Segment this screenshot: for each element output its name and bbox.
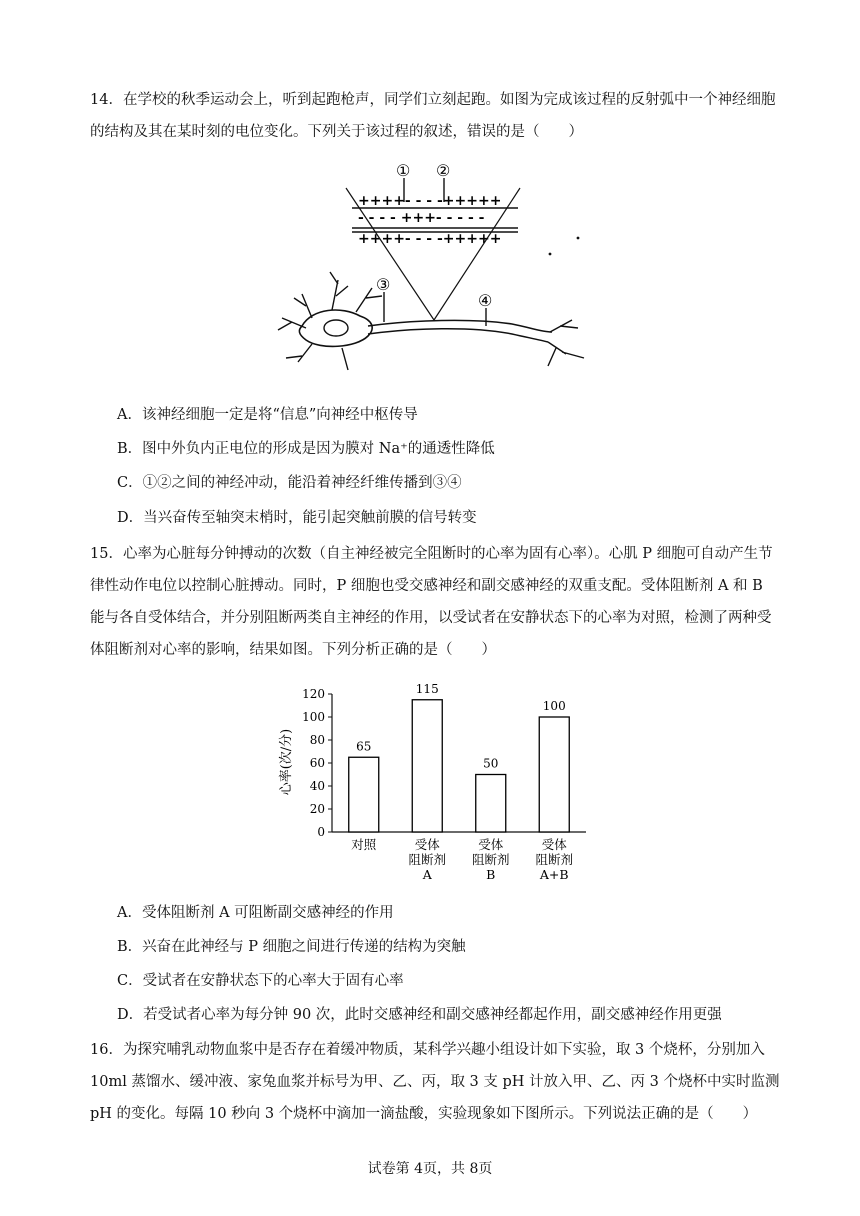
q14-option-a[interactable]: A．该神经细胞一定是将“信息”向神经中枢传导 (117, 407, 418, 423)
y-tick-label: 0 (317, 825, 325, 839)
x-category-label: A (422, 867, 432, 882)
label-circle-2: ② (436, 161, 451, 180)
x-category-label: B (486, 867, 496, 882)
bar-data-label: 100 (542, 699, 566, 713)
q14-option-d[interactable]: D．当兴奋传至轴突末梢时，能引起突触前膜的信号转变 (117, 510, 477, 526)
membrane-row-middle: - - - - +++- - - - - (358, 210, 485, 226)
membrane-row-bottom: ++++- - - -+++++ (358, 231, 502, 247)
bar-data-label: 115 (415, 681, 439, 696)
question-14-stem: 14．在学校的秋季运动会上，听到起跑枪声，同学们立刻起跑。如图为完成该过程的反射弧中一个神经细胞的结构及其在某时刻的电位变化。下列关于该过程的叙述，错误的是（ ） (90, 92, 776, 140)
membrane-row-top: ++++- - - -+++++ (358, 193, 502, 209)
q14-option-c[interactable]: C．①②之间的神经冲动，能沿着神经纤维传播到③④ (117, 475, 462, 491)
label-circle-1: ① (396, 161, 411, 180)
y-tick-label: 60 (309, 756, 325, 770)
x-category-label: 对照 (351, 837, 377, 852)
x-category-label: 受体 (478, 837, 504, 852)
q15-option-d[interactable]: D．若受试者心率为每分钟 90 次，此时交感神经和副交感神经都起作用，副交感神经作用更强 (117, 1007, 722, 1023)
y-tick-label: 120 (302, 687, 325, 701)
bar-data-label: 65 (356, 739, 372, 754)
q15-option-b[interactable]: B．兴奋在此神经与 P 细胞之间进行传递的结构为突触 (117, 939, 466, 955)
y-tick-label: 40 (309, 779, 325, 793)
q14-option-b[interactable]: B．图中外负内正电位的形成是因为膜对 Na⁺的通透性降低 (117, 441, 495, 457)
y-tick-label: 20 (309, 802, 325, 816)
x-category-label: 阻断剂 (535, 852, 574, 867)
bar (539, 717, 569, 832)
y-axis-label: 心率(次/分) (279, 728, 294, 796)
label-circle-4: ④ (478, 291, 493, 310)
q15-option-a[interactable]: A．受体阻断剂 A 可阻断副交感神经的作用 (117, 905, 394, 921)
heart-rate-bar-chart (276, 672, 596, 888)
question-16-stem: 16．为探究哺乳动物血浆中是否存在着缓冲物质，某科学兴趣小组设计如下实验，取 3 个烧杯，分别加入 10ml 蒸馏水、缓冲液、家兔血浆并标号为甲、乙、丙，取 3 支 pH 计放入甲、乙、丙 3 个烧杯中实时监测 pH 的变化。每隔 10 秒向 3 个烧杯中滴加一滴盐酸，实验现象如下图所示。下列说法正确的是（ ） (90, 1042, 780, 1122)
q15-option-c[interactable]: C．受试者在安静状态下的心率大于固有心率 (117, 973, 404, 989)
x-category-label: 受体 (414, 837, 440, 852)
neuron-figure (272, 158, 592, 390)
x-category-label: A+B (539, 867, 569, 882)
bar (349, 757, 379, 832)
label-circle-3: ③ (376, 275, 391, 294)
x-category-label: 受体 (541, 837, 567, 852)
bar (412, 700, 442, 832)
y-tick-label: 100 (302, 710, 325, 724)
y-tick-label: 80 (309, 733, 325, 747)
bar (476, 775, 506, 833)
page-footer: 试卷第 4页，共 8页 (367, 1161, 493, 1177)
x-category-label: 阻断剂 (471, 852, 510, 867)
question-15-stem: 15．心率为心脏每分钟搏动的次数（自主神经被完全阻断时的心率为固有心率）。心肌 P 细胞可自动产生节律性动作电位以控制心脏搏动。同时，P 细胞也受交感神经和副交感神经的双重支配。受体阻断剂 A 和 B 能与各自受体结合，并分别阻断两类自主神经的作用，以受试者在安静状态下的心率为对照，检测了两种受体阻断剂对心率的影响，结果如图。下列分析正确的是（ ） (90, 546, 773, 658)
bar-data-label: 50 (483, 756, 499, 771)
x-category-label: 阻断剂 (408, 852, 447, 867)
